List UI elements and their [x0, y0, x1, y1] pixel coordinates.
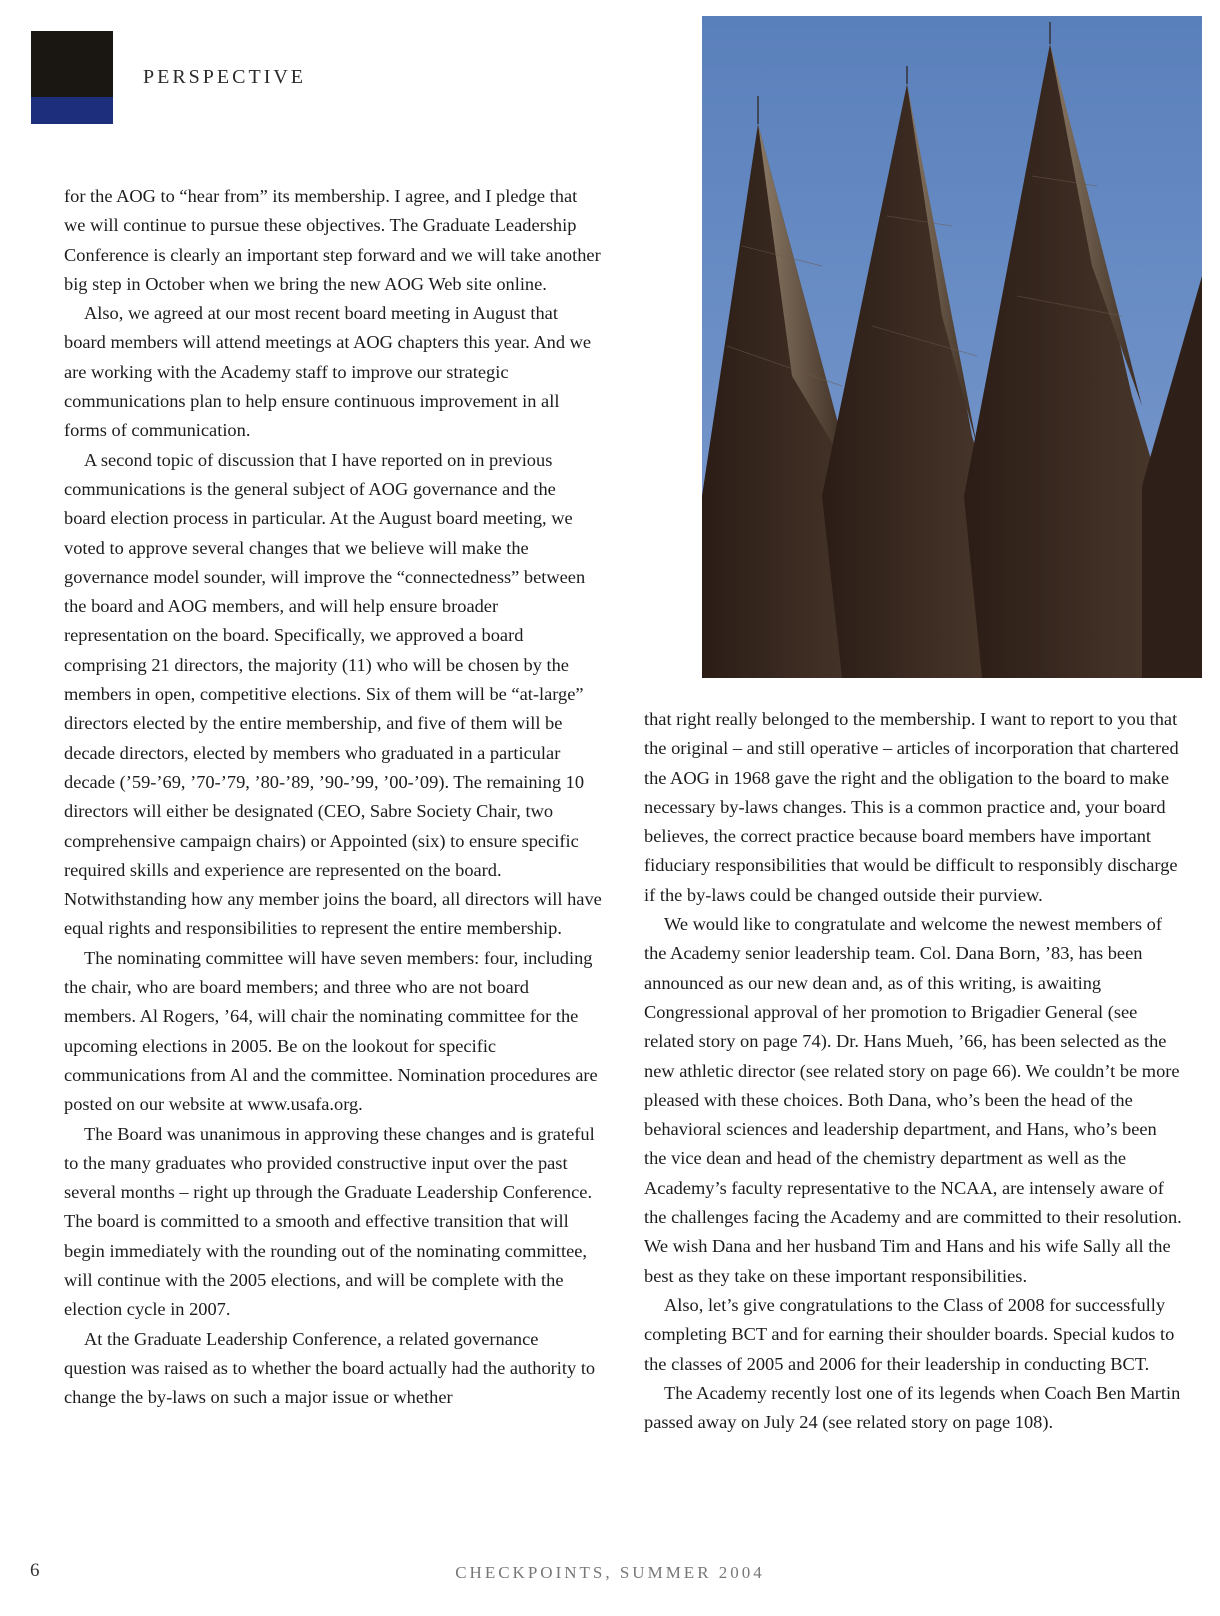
paragraph: The Academy recently lost one of its legends when Coach Ben Martin passed away on July 24 (see related story on page 108). [644, 1382, 1181, 1433]
paragraph: The nominating committee will have seven members: four, including the chair, who are board members; and three who are not board members. Al Rogers, ’64, will chair the nominating committee for the upcoming elections in 2005. Be on the lookout for specific communications from Al and the committee. Nomination procedures are posted on our website at www.usafa.org. [64, 947, 598, 1115]
section-marker-dark-block [31, 31, 113, 97]
paragraph: Also, we agreed at our most recent board meeting in August that board members will attend meetings at AOG chapters this year. And we are working with the Academy staff to improve our strategic communications plan to help ensure continuous improvement in all forms of communication. [64, 303, 592, 441]
chapel-spires-photo [702, 16, 1202, 678]
paragraph: Also, let’s give congratulations to the Class of 2008 for successfully completing BCT and for earning their shoulder boards. Special kudos to the classes of 2005 and 2006 for their leadership in conducting BCT. [644, 1294, 1175, 1374]
paragraph: The Board was unanimous in approving these changes and is grateful to the many graduates who provided constructive input over the past several months – right up through the Graduate Leadership Conference. The board is committed to a smooth and effective transition that will begin immediately with the rounding out of the nominating committee, will continue with the 2005 elections, and will be complete with the election cycle in 2007. [64, 1123, 595, 1320]
paragraph: for the AOG to “hear from” its membership. I agree, and I pledge that we will continue to pursue these objectives. The Graduate Leadership Conference is clearly an important step forward and we will take another big step in October when we bring the new AOG Web site online. [64, 186, 601, 294]
paragraph: We would like to congratulate and welcome the newest members of the Academy senior leadership team. Col. Dana Born, ’83, has been announced as our new dean and, as of this writing, is awaiting Congressional approval of her promotion to Brigadier General (see related story on page 74). Dr. Hans Mueh, ’66, has been selected as the new athletic director (see related story on page 66). We couldn’t be more pleased with these choices. Both Dana, who’s been the head of the behavioral sciences and leadership department, and Hans, who’s been the vice dean and head of the chemistry department as well as the Academy’s faculty representative to the NCAA, are intensely aware of the challenges facing the Academy and are committed to their resolution. We wish Dana and her husband Tim and Hans and his wife Sally all the best as they take on these important responsibilities. [644, 914, 1182, 1286]
left-column [64, 182, 602, 1412]
section-marker-blue-band [31, 97, 113, 124]
right-column [644, 705, 1182, 1437]
publication-footer: CHECKPOINTS, SUMMER 2004 [455, 1563, 765, 1582]
paragraph: that right really belonged to the membership. I want to report to you that the original – and still operative – articles of incorporation that chartered the AOG in 1968 gave the right and the obligation to the board to make necessary by-laws changes. This is a common practice and, your board believes, the correct practice because board members have important fiduciary responsibilities that would be difficult to responsibly discharge if the by-laws could be changed outside their purview. [644, 709, 1179, 905]
section-label: PERSPECTIVE [143, 66, 307, 88]
paragraph: A second topic of discussion that I have reported on in previous communications is the general subject of AOG governance and the board election process in particular. At the August board meeting, we voted to approve several changes that we believe will make the governance model sounder, will improve the “connectedness” between the board and AOG members, and will help ensure broader representation on the board. Specifically, we approved a board comprising 21 directors, the majority (11) who will be chosen by the members in open, competitive elections. Six of them will be “at-large” directors elected by the entire membership, and five of them will be decade directors, elected by members who graduated in a particular decade (’59-’69, ’70-’79, ’80-’89, ’90-’99, ’00-’09). The remaining 10 directors will either be designated (CEO, Sabre Society Chair, two comprehensive campaign chairs) or Appointed (six) to ensure specific required skills and experience are represented on the board. Notwithstanding how any member joins the board, all directors will have equal rights and responsibilities to represent the entire membership. [64, 449, 602, 939]
page-number: 6 [30, 1560, 40, 1581]
section-marker [31, 31, 113, 124]
paragraph: At the Graduate Leadership Conference, a related governance question was raised as to whether the board actually had the authority to change the by-laws on such a major issue or whether [64, 1328, 596, 1408]
